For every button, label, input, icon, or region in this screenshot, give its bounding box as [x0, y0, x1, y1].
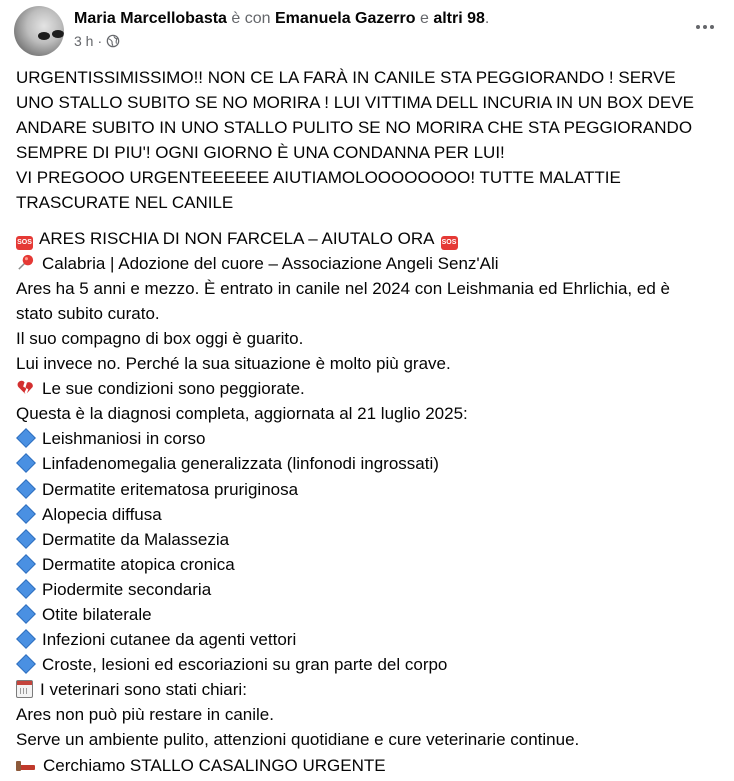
blue-diamond-icon: [16, 453, 35, 472]
diagnosis-text: Alopecia diffusa: [42, 504, 162, 524]
diagnosis-item: [16, 627, 722, 652]
sos-icon: SOS: [16, 236, 33, 250]
intro-line: TRASCURATE NEL CANILE: [16, 193, 234, 213]
diagnosis-item: [16, 527, 722, 552]
author-name[interactable]: Maria Marcellobasta: [74, 10, 227, 27]
conditions-text: Le sue condizioni sono peggiorate.: [42, 379, 305, 399]
blue-diamond-icon: [16, 504, 35, 523]
vets-line: [16, 677, 722, 702]
headline-text: ARES RISCHIA DI NON FARCELA – AIUTALO ORA: [39, 228, 435, 248]
blue-diamond-icon: [16, 479, 35, 498]
story-line: Ares ha 5 anni e mezzo. È entrato in canile nel 2024 con Leishmania ed Ehrlichia, ed è: [16, 278, 670, 298]
post-author-line: [74, 9, 489, 29]
blue-diamond-icon: [16, 629, 35, 648]
post-meta: [74, 32, 120, 50]
worse-line: Lui invece no. Perché la sua situazione è molto più grave.: [16, 354, 451, 374]
blue-diamond-icon: [16, 529, 35, 548]
post-time[interactable]: 3 h: [74, 33, 94, 49]
needs-line: Serve un ambiente pulito, attenzioni quotidiane e cure veterinarie continue.: [16, 730, 580, 750]
avatar-eye: [38, 32, 50, 40]
globe-icon[interactable]: [106, 34, 120, 48]
diagnosis-text: Dermatite eritematosa pruriginosa: [42, 479, 299, 499]
more-options-dot: [696, 25, 700, 29]
diagnosis-item: [16, 426, 722, 451]
location-line: [16, 251, 722, 276]
intro-line: ANDARE SUBITO IN UNO STALLO PULITO SE NO MORIRA CHE STA PEGGIORANDO: [16, 118, 693, 138]
location-text: Calabria | Adozione del cuore – Associazione Angeli Senz'Ali: [42, 253, 499, 273]
post-header: [12, 6, 722, 56]
bed-icon: [16, 758, 36, 772]
diagnosis-item: [16, 577, 722, 602]
story-line: stato subito curato.: [16, 303, 160, 323]
others-link[interactable]: altri 98: [433, 10, 485, 27]
diagnosis-text: Leishmaniosi in corso: [42, 429, 206, 449]
blue-diamond-icon: [16, 554, 35, 573]
meta-separator: ·: [97, 33, 103, 49]
avatar-eye: [52, 30, 64, 38]
diagnosis-text: Dermatite da Malassezia: [42, 529, 230, 549]
diagnosis-text: Linfadenomegalia generalizzata (linfonodi ingrossati): [42, 454, 439, 474]
diagnosis-intro: Questa è la diagnosi completa, aggiornata al 21 luglio 2025:: [16, 404, 468, 424]
and-text: e: [419, 10, 429, 27]
search-line: [16, 753, 722, 778]
vets-text: I veterinari sono stati chiari:: [40, 680, 247, 700]
broken-heart-icon: [16, 378, 35, 397]
intro-paragraph: [16, 65, 722, 216]
cannot-stay-line: Ares non può più restare in canile.: [16, 705, 274, 725]
intro-line: UNO STALLO SUBITO SE NO MORIRA ! LUI VITTIMA DELL INCURIA IN UN BOX DEVE: [16, 93, 694, 113]
conditions-line: [16, 376, 722, 401]
intro-line: URGENTISSIMISSIMO!! NON CE LA FARÀ IN CANILE STA PEGGIORANDO ! SERVE: [16, 68, 676, 87]
search-text: Cerchiamo STALLO CASALINGO URGENTE: [43, 755, 386, 775]
pushpin-icon: [16, 253, 35, 272]
diagnosis-item: [16, 602, 722, 627]
companion-line: Il suo compagno di box oggi è guarito.: [16, 328, 304, 348]
diagnosis-item: [16, 652, 722, 677]
author-avatar[interactable]: [14, 6, 64, 56]
diagnosis-item: [16, 552, 722, 577]
story-paragraph: [16, 226, 722, 778]
headline-line: [16, 226, 722, 251]
diagnosis-text: Otite bilaterale: [42, 604, 152, 624]
more-options-dot: [710, 25, 714, 29]
more-options-dot: [703, 25, 707, 29]
blue-diamond-icon: [16, 428, 35, 447]
blue-diamond-icon: [16, 579, 35, 598]
calendar-icon: [16, 680, 33, 698]
with-text: è con: [231, 10, 271, 27]
period-text: .: [484, 10, 490, 27]
diagnosis-text: Croste, lesioni ed escoriazioni su gran parte del corpo: [42, 655, 448, 675]
intro-line: SEMPRE DI PIU'! OGNI GIORNO È UNA CONDANNA PER LUI!: [16, 143, 505, 163]
more-options-button[interactable]: [690, 12, 720, 42]
diagnosis-text: Piodermite secondaria: [42, 579, 212, 599]
post-body: [16, 65, 722, 778]
tagged-user[interactable]: Emanuela Gazerro: [275, 10, 416, 27]
diagnosis-item: [16, 502, 722, 527]
diagnosis-text: Infezioni cutanee da agenti vettori: [42, 630, 297, 650]
sos-icon: SOS: [441, 236, 458, 250]
blue-diamond-icon: [16, 654, 35, 673]
diagnosis-item: [16, 477, 722, 502]
blue-diamond-icon: [16, 604, 35, 623]
diagnosis-item: [16, 451, 722, 476]
diagnosis-text: Dermatite atopica cronica: [42, 554, 235, 574]
intro-line: VI PREGOOO URGENTEEEEEE AIUTIAMOLOOOOOOOO! TUTTE MALATTIE: [16, 168, 621, 188]
